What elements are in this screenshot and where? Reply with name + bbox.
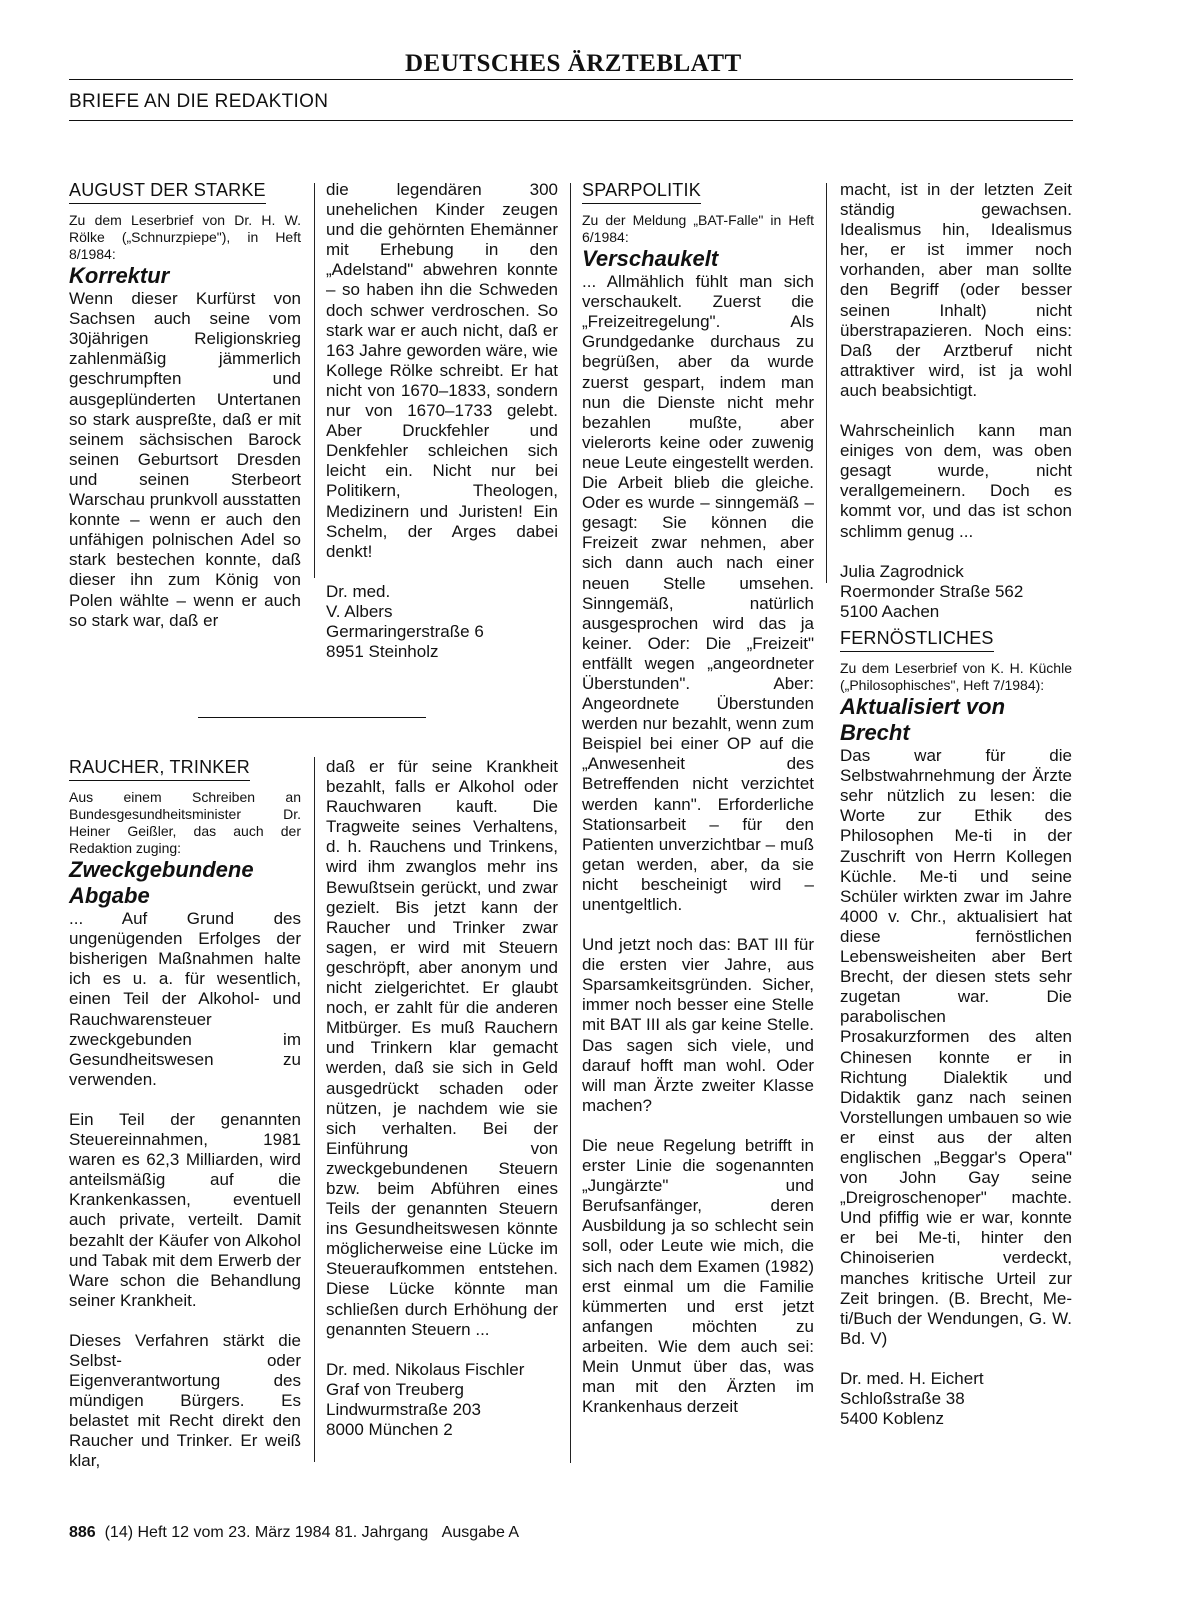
headline-verschaukelt: Verschaukelt: [582, 246, 719, 272]
body-spar-c1: ... Allmählich fühlt man sich verschaukelt. Zuerst die „Freizeitregelung". Als Grundgedanke durchaus zu begrüßen, aber da wurde zuerst gespart, indem man nun die Dienste nicht mehr bezahlen mußte, aber vielerorts keine oder zuwenig neue Leute eingestellt werden. Die Arbeit blieb die gleiche. Oder es wurde – sinngemäß – gesagt: Sie können die Freizeit zwar nehmen, aber sich dann auch nach einer neuen Stelle umsehen. Sinngemäß, natürlich ausgesprochen wird das ja keiner. Oder: Die „Freizeit" entfällt wegen „angeordneter Überstunden". Aber: Angeordnete Überstunden werden nur bezahlt, wenn zum Beispiel bei einer OP auf die „Anwesenheit des Betreffenden nicht verzichtet werden kann". Erforderliche Stationsarbeit – für den Patienten unverzichtbar – muß getan werden, aber, da sie nicht bescheinigt wird – unentgeltlich.: [582, 272, 814, 914]
intro-august: Zu dem Leserbrief von Dr. H. W. Rölke („Schnurzpiepe"), in Heft 8/1984:: [69, 212, 301, 263]
body-raucher-b: daß er für seine Krankheit bezahlt, falls er Alkohol oder Rauchwaren kauft. Die Tragweite seines Verhaltens, d. h. Rauchens und Trinkens, wird ihm zwanglos mehr ins Bewußtsein gerückt, und zwar gezielt. Bis jetzt kann der Raucher und Trinker zwar sagen, er wird mit Steuern geschröpft, aber anonym und nicht zielgerichtet. Er glaubt noch, er zahlt für die anderen Mitbürger. Es muß Rauchern und Trinkern klar gemacht werden, daß sie sich in Geld ausgedrückt schaden oder nützen, je nachdem wie sie sich verhalten. Bei der Einführung von zweckgebundenen Steuern bzw. beim Abführen eines Teils der genannten Steuern ins Gesundheitswesen könnte möglicherweise eine Lücke im Steueraufkommen entstehen. Diese Lücke könnte man schließen durch Erhöhung der genannten Steuern ...: [326, 757, 558, 1339]
column-divider: [314, 757, 315, 1462]
body-spar-c2: Und jetzt noch das: BAT III für die ersten vier Jahre, aus Sparsamkeitsgründen. Sicher, immer noch besser eine Stelle mit BAT III als gar keine Stelle. Das sagen sich viele, und darauf hofft man wohl. Oder will man Ärzte zweiter Klasse machen?: [582, 935, 814, 1115]
article-fern-col4: [840, 628, 1072, 1429]
article-separator: [198, 717, 426, 718]
signature-line: Schloßstraße 38: [840, 1389, 965, 1408]
body-spar-d1: macht, ist in der letzten Zeit ständig gewachsen. Idealismus hin, Idealismus her, er ist immer noch vorhanden, aber man sollte den Begriff (oder besser seinen Inhalt) nicht überstrapazieren. Noch eins: Daß der Arztberuf nicht attraktiver wird, ist ja wohl auch beabsichtigt.: [840, 180, 1072, 400]
topic-fern: FERNÖSTLICHES: [840, 628, 994, 652]
column-divider: [826, 183, 827, 583]
intro-fern: Zu dem Leserbrief von K. H. Küchle („Philosophisches", Heft 7/1984):: [840, 660, 1072, 694]
article-raucher-col1: [69, 757, 301, 1472]
masthead-rule: [69, 79, 1073, 80]
article-raucher-col2: [326, 757, 558, 1440]
column-divider: [314, 183, 315, 578]
headline-korrektur: Korrektur: [69, 263, 170, 289]
intro-spar: Zu der Meldung „BAT-Falle" in Heft 6/1984:: [582, 212, 814, 246]
body-fern: Das war für die Selbstwahrnehmung der Ärzte sehr nützlich zu lesen: die Worte zur Ethik des Philosophen Me-ti in der Zuschrift von Herrn Kollegen Küchle. Me-ti und seine Schüler wirkten zwar im Jahre 4000 v. Chr., aktualisiert hat diese fernöstlichen Lebensweisheiten aber Bert Brecht, der diesen stets sehr zugetan war. Die parabolischen Prosakurzformen des alten Chinesen konnte er in Richtung Dialektik und Didaktik ganz nach seinen Vorstellungen umbauen so wie er einst aus der alten englischen „Beggar's Opera" von John Gay seine „Dreigroschenoper" machte. Und pfiffig wie er war, konnte er bei Me-ti, hinter den Chinoiserien verdeckt, manches kritische Urteil zur Zeit bringen. (B. Brecht, Me-ti/Buch der Wendungen, G. W. Bd. V): [840, 746, 1072, 1348]
body-raucher-a2: Ein Teil der genannten Steuereinnahmen, 1981 waren es 62,3 Milliarden, wird anteilsmäßig auf die Krankenkassen, eventuell auch private, verteilt. Damit bezahlt der Käufer von Alkohol und Tabak mit dem Erwerb der Ware schon die Behandlung seiner Krankheit.: [69, 1109, 301, 1310]
masthead: DEUTSCHES ÄRZTEBLATT: [405, 50, 742, 77]
signature-line: 5100 Aachen: [840, 601, 940, 621]
signature-line: 8000 München 2: [326, 1420, 453, 1439]
signature-line: Germaringerstraße 6: [326, 621, 484, 641]
body-raucher-a3: Dieses Verfahren stärkt die Selbst- oder Eigenverantwortung des mündigen Bürgers. Es belastet mit Recht direkt den Raucher und Trinker. Er weiß klar,: [69, 1330, 301, 1471]
signature-zagrodnick: [840, 562, 1072, 622]
body-raucher-a1: ... Auf Grund des ungenügenden Erfolges der bisherigen Maßnahmen halte ich es u. a. für wesentlich, einen Teil der Alkohol- und Rauchwarensteuer zweckgebunden im Gesundheitswesen zu verwenden.: [69, 909, 301, 1089]
article-august-col2: [326, 180, 558, 662]
topic-august: AUGUST DER STARKE: [69, 180, 266, 204]
article-spar-col3: [582, 180, 814, 1417]
signature-line: 8951 Steinholz: [326, 642, 439, 662]
signature-line: Lindwurmstraße 203: [326, 1399, 481, 1419]
body-august-a: Wenn dieser Kurfürst von Sachsen auch seine vom 30jährigen Religionskrieg zahlenmäßig jämmerlich geschrumpften und ausgeplünderten Untertanen so stark auspreßte, daß er mit seinem sächsischen Barock seinen Geburtsort Dresden und seinen Sterbeort Warschau prunkvoll ausstatten konnte – wenn er auch den unfähigen polnischen Adel so stark bestechen konnte, daß dieser ihn zum König von Polen wählte – wenn er auch so stark war, daß er: [69, 289, 301, 630]
headline-zweckgebundene: Zweckgebundene Abgabe: [69, 857, 254, 909]
signature-line: Dr. med. H. Eichert: [840, 1368, 984, 1388]
body-spar-c3: Die neue Regelung betrifft in erster Linie die sogenannten „Jungärzte" und Berufsanfänger, deren Ausbildung ja so schlecht sein soll, oder Leute wie mich, die sich nach dem Examen (1982) erst einmal um die Familie kümmerten und erst jetzt anfangen möchten zu arbeiten. Wie dem auch sei: Mein Unmut über das, was man mit den Ärzten im Krankenhaus derzeit: [582, 1135, 814, 1417]
signature-eichert: [840, 1369, 1072, 1429]
article-spar-col4: [840, 180, 1072, 622]
signature-line: 5400 Koblenz: [840, 1409, 944, 1429]
body-august-b: die legendären 300 unehelichen Kinder zeugen und die gehörnten Ehemänner mit Erhebung in den „Adelstand" abwehren konnte – so haben ihn die Schweden doch schwer verdroschen. So stark war er auch nicht, daß er 163 Jahre geworden wäre, wie Kollege Rölke schreibt. Er hat nicht von 1670–1833, sondern nur von 1670–1733 gelebt. Aber Druckfehler und Denkfehler schleichen sich leicht ein. Nicht nur bei Politikern, Theologen, Medizinern und Juristen! Ein Schelm, der Arges dabei denkt!: [326, 180, 558, 561]
signature-line: Dr. med. Nikolaus Fischler: [326, 1359, 525, 1379]
section-rule: [69, 120, 1073, 121]
topic-spar: SPARPOLITIK: [582, 180, 701, 204]
body-spar-d2: Wahrscheinlich kann man einiges von dem, was oben gesagt wurde, nicht verallgemeinern. Doch es kommt vor, und das ist schon schlimm genug ...: [840, 421, 1072, 541]
signature-line: Roermonder Straße 562: [840, 581, 1024, 601]
signature-albers: [326, 582, 558, 662]
page-number: 886: [69, 1524, 96, 1541]
article-august-col1: [69, 180, 301, 631]
section-title: BRIEFE AN DIE REDAKTION: [69, 91, 329, 112]
intro-raucher: Aus einem Schreiben an Bundesgesundheitsminister Dr. Heiner Geißler, das auch der Redaktion zuging:: [69, 789, 301, 857]
topic-raucher: RAUCHER, TRINKER: [69, 757, 250, 781]
signature-line: Graf von Treuberg: [326, 1379, 464, 1399]
signature-line: Julia Zagrodnick: [840, 561, 964, 581]
headline-aktualisiert: Aktualisiert von Brecht: [840, 694, 1006, 746]
signature-line: Dr. med.: [326, 581, 391, 601]
edition-info: Ausgabe A: [441, 1524, 520, 1541]
page-footer: [69, 1524, 519, 1542]
issue-info: (14) Heft 12 vom 23. März 1984 81. Jahrgang: [104, 1524, 429, 1541]
signature-line: V. Albers: [326, 601, 393, 621]
column-divider: [570, 183, 571, 1463]
signature-fischler: [326, 1360, 558, 1440]
